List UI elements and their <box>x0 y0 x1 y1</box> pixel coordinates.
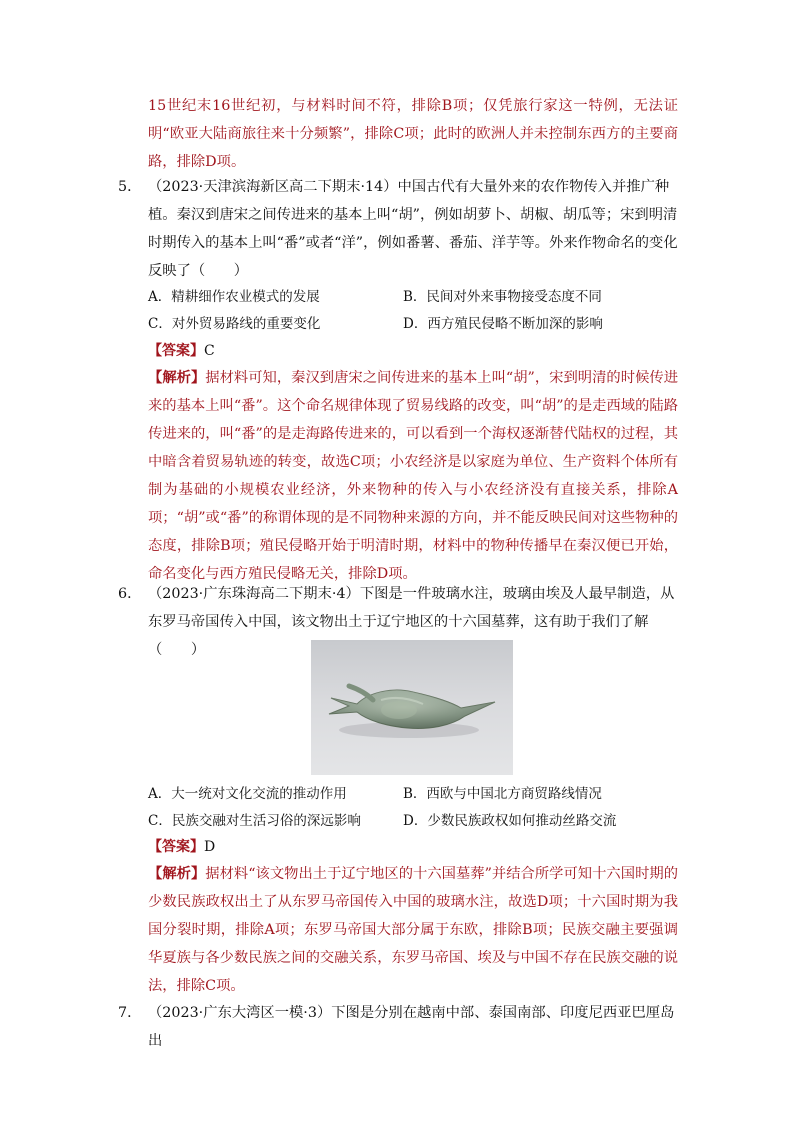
question-stem: （2023·广东珠海高二下期末·4）下图是一件玻璃水注，玻璃由埃及人最早制造，从东罗马帝国传入中国，该文物出土于辽宁地区的十六国墓葬，这有助于我们了解（ ） <box>148 586 675 658</box>
glass-vessel-image <box>311 640 513 775</box>
option-c: C．对外贸易路线的重要变化 <box>148 316 321 332</box>
option-b: B．民间对外来事物接受态度不同 <box>403 289 602 305</box>
answer-tag: 【答案】 <box>148 839 204 855</box>
glass-vessel-photo <box>311 640 513 775</box>
explanation <box>148 860 678 1000</box>
question-number: 5． <box>118 179 142 195</box>
option-a: A．精耕细作农业模式的发展 <box>148 289 320 305</box>
question-number: 7． <box>118 1005 142 1021</box>
question-6 <box>118 580 678 658</box>
question-stem: （2023·广东大湾区一模·3）下图是分别在越南中部、泰国南部、印度尼西亚巴厘岛出 <box>148 1005 675 1049</box>
answer-value: D <box>204 839 216 855</box>
option-b: B．西欧与中国北方商贸路线情况 <box>403 786 602 802</box>
answer-line <box>148 836 215 858</box>
question-number: 6． <box>118 586 142 602</box>
option-d: D．西方殖民侵略不断加深的影响 <box>403 316 603 332</box>
question-7 <box>118 999 678 1049</box>
question-stem: （2023·天津滨海新区高二下期末·14）中国古代有大量外来的农作物传入并推广种植。秦汉到唐宋之间传进来的基本上叫“胡”，例如胡萝卜、胡椒、胡瓜等；宋到明清时期传入的基本上叫“番”或者“洋”，例如番薯、番茄、洋芋等。外来作物命名的变化反映了（ ） <box>148 179 678 279</box>
answer-line <box>148 340 215 362</box>
explanation <box>148 364 678 588</box>
answer-value: C <box>204 343 215 359</box>
answer-tag: 【答案】 <box>148 343 204 359</box>
explain-tag: 【解析】 <box>148 370 206 386</box>
explanation-text: 据材料“该文物出土于辽宁地区的十六国墓葬”并结合所学可知十六国时期的少数民族政权出土了从东罗马帝国传入中国的玻璃水注，故选D项；十六国时期为我国分裂时期，排除A项；东罗马帝国大部分属于东欧，排除B项；民族交融主要强调华夏族与各少数民族之间的交融关系，东罗马帝国、埃及与中国不存在民族交融的说法，排除C项。 <box>148 866 678 994</box>
option-c: C．民族交融对生活习俗的深远影响 <box>148 813 361 829</box>
explanation-text: 据材料可知，秦汉到唐宋之间传进来的基本上叫“胡”，宋到明清的时候传进来的基本上叫“番”。这个命名规律体现了贸易线路的改变，叫“胡”的是走西域的陆路传进来的，叫“番”的是走海路传进来的，可以看到一个海权逐渐替代陆权的过程，其中暗含着贸易轨迹的转变，故选C项；小农经济是以家庭为单位、生产资料个体所有制为基础的小规模农业经济，外来物种的传入与小农经济没有直接关系，排除A项；“胡”或“番”的称谓体现的是不同物种来源的方向，并不能反映民间对这些物种的态度，排除B项；殖民侵略开始于明清时期，材料中的物种传播早在秦汉便已开始，命名变化与西方殖民侵略无关，排除D项。 <box>148 370 678 582</box>
explain-tag: 【解析】 <box>148 866 206 882</box>
option-d: D．少数民族政权如何推动丝路交流 <box>403 813 617 829</box>
previous-explanation-tail: 15世纪末16世纪初，与材料时间不符，排除B项；仅凭旅行家这一特例，无法证明“欧亚大陆商旅往来十分频繁”，排除C项；此时的欧洲人并未控制东西方的主要商路，排除D项。 <box>148 98 678 170</box>
option-a: A．大一统对文化交流的推动作用 <box>148 786 347 802</box>
question-5 <box>118 173 678 279</box>
